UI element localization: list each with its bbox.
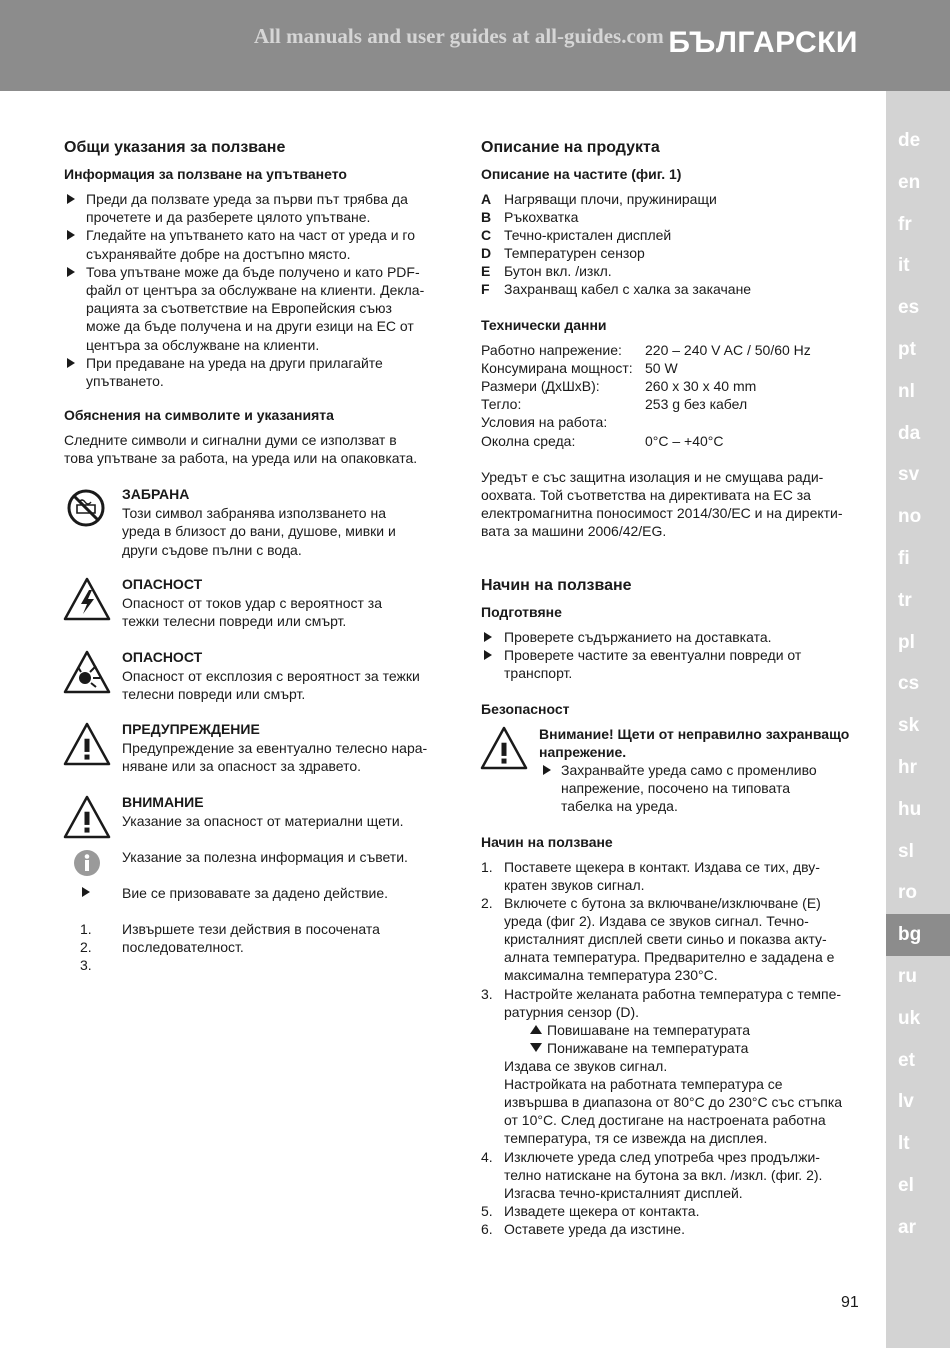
step3-extra-line: Настройката на работната температура се <box>504 1076 783 1093</box>
bullet-arrow-icon <box>67 230 76 240</box>
prep-heading: Подготвяне <box>481 604 562 620</box>
language-tab-en[interactable]: en <box>898 171 921 193</box>
language-tab-pt[interactable]: pt <box>898 339 916 360</box>
step-text-line: ратурния сензор (D). <box>504 1004 640 1021</box>
prep-bullet-line: Проверете частите за евентуални повреди от <box>504 647 802 663</box>
language-tab-sl[interactable]: sl <box>898 840 914 862</box>
warning-text-line: тежки телесни повреди или смърт. <box>122 613 347 629</box>
info-bullet-line: При предаване на уреда на други прилагайте <box>86 354 383 371</box>
language-tab-de[interactable]: de <box>898 130 921 151</box>
step-number: 3. <box>481 986 493 1002</box>
info-bullet-line: рацията за съответствие на Европейския съюз <box>86 300 392 317</box>
language-tab-uk[interactable]: uk <box>898 1007 921 1029</box>
part-letter: D <box>481 245 492 261</box>
language-tab-hr[interactable]: hr <box>898 757 917 778</box>
language-tab-bg[interactable]: bg <box>886 914 950 956</box>
spec-label: Тегло: <box>481 396 522 413</box>
language-tab-tr[interactable]: tr <box>898 589 912 611</box>
spec-label: Околна среда: <box>481 432 576 449</box>
step-text-line: уреда (фиг 2). Издава се звуков сигнал. Течно- <box>504 913 809 930</box>
language-tab-lv[interactable]: lv <box>898 1091 914 1113</box>
protection-text-line: електромагнитна поносимост 2014/30/EC и на директи- <box>481 505 843 521</box>
spec-label: Размери (ДхШхВ): <box>481 378 600 395</box>
parts-heading: Описание на частите (фиг. 1) <box>481 166 682 182</box>
step-text-line: Оставете уреда да изстине. <box>504 1221 685 1237</box>
section-title-usage: Начин на ползване <box>481 577 632 594</box>
section-title-general: Общи указания за ползване <box>64 139 286 156</box>
bullet-arrow-icon <box>67 267 76 277</box>
part-letter: E <box>481 263 491 279</box>
spec-value: 260 x 30 x 40 mm <box>645 378 757 395</box>
language-tab-nl[interactable]: nl <box>898 380 915 402</box>
warning-text-line: уреда в близост до вани, душове, мивки и <box>122 523 396 539</box>
sequence-note-line: Извършете тези действия в посочената <box>122 921 380 937</box>
step-number: 4. <box>481 1149 493 1165</box>
part-letter: F <box>481 281 490 297</box>
step3-up-text: Повишаване на температурата <box>547 1022 751 1038</box>
bullet-arrow-icon <box>67 358 76 368</box>
step-text-line: кристалният дисплей свети синьо и показва акту- <box>504 931 827 948</box>
spec-label: Условия на работа: <box>481 414 608 431</box>
warning-text-line: други съдове пълни с вода. <box>122 541 302 558</box>
specs-heading: Технически данни <box>481 317 607 333</box>
section-title-product: Описание на продукта <box>481 139 660 156</box>
info-bullet-line: файл от центъра за обслужване на клиенти. Декла- <box>86 282 425 298</box>
step3-extra-line: температура, тя се извежда на дисплея. <box>504 1130 768 1147</box>
info-icon <box>73 849 101 877</box>
language-tab-fr[interactable]: fr <box>898 213 912 235</box>
prep-bullet-line: транспорт. <box>504 665 573 681</box>
spec-value: 220 – 240 V AC / 50/60 Hz <box>645 342 811 358</box>
step-text-line: максимална температура 230°C. <box>504 967 718 984</box>
page-number: 91 <box>841 1294 859 1311</box>
info-bullet-line: прочетете и да разберете цялото упътване. <box>86 209 371 226</box>
step3-down-text: Понижаване на температурата <box>547 1040 749 1056</box>
step-text-line: Изключете уреда след употреба чрез продължи- <box>504 1149 820 1165</box>
warning-text-line: телесни повреди или смърт. <box>122 686 306 702</box>
spec-value: 253 g без кабел <box>645 396 748 413</box>
safety-warning-title: Внимание! Щети от неправилно захранващо <box>539 726 850 742</box>
prohibition-icon <box>66 488 106 528</box>
language-tab-no[interactable]: no <box>898 506 922 528</box>
language-tab-da[interactable]: da <box>898 422 921 444</box>
safety-warning-title: напрежение. <box>539 744 627 760</box>
safety-bullet-line: Захранвайте уреда само с променливо <box>561 762 817 778</box>
spec-value: 50 W <box>645 360 678 377</box>
info-bullet-line: упътването. <box>86 373 164 389</box>
info-bullet-line: Гледайте на упътването като на част от уреда и го <box>86 227 416 244</box>
info-bullet-line: Преди да ползвате уреда за първи път трябва да <box>86 191 408 207</box>
language-title: БЪЛГАРСКИ <box>668 26 858 59</box>
warning-title: ЗАБРАНА <box>122 486 190 502</box>
language-tab-hu[interactable]: hu <box>898 798 922 820</box>
info-bullet-line: центъра за обслужване на клиенти. <box>86 336 320 353</box>
warning-title: ПРЕДУПРЕЖДЕНИЕ <box>122 721 260 737</box>
part-text: Ръкохватка <box>504 209 579 225</box>
part-text: Нагряващи плочи, пружиниращи <box>504 191 717 207</box>
info-note: Указание за полезна информация и съвети. <box>122 849 408 865</box>
sequence-number: 2. <box>80 939 92 955</box>
warning-text-line: Опасност от експлозия с вероятност за тежки <box>122 667 420 684</box>
safety-bullet-line: напрежение, посочено на типовата <box>561 780 791 796</box>
step3-extra-line: от 10°C. След достигане на настроената работна <box>504 1112 826 1129</box>
protection-text-line: вата за машини 2006/42/EG. <box>481 523 667 539</box>
language-tab-ro[interactable]: ro <box>898 882 917 904</box>
language-tab-el[interactable]: el <box>898 1175 914 1196</box>
info-bullet-line: Това упътване може да бъде получено и като PDF- <box>86 263 420 280</box>
language-tab-sv[interactable]: sv <box>898 464 920 486</box>
step-number: 6. <box>481 1221 493 1237</box>
step3-extra-line: Издава се звуков сигнал. <box>504 1058 668 1074</box>
sequence-note-line: последователност. <box>122 939 244 955</box>
language-tab-sk[interactable]: sk <box>898 715 920 737</box>
language-tab-et[interactable]: et <box>898 1049 915 1071</box>
protection-text-line: Уредът е със защитна изолация и не смущава ради- <box>481 469 824 485</box>
language-tab-fi[interactable]: fi <box>898 548 910 569</box>
part-text: Бутон вкл. /изкл. <box>504 263 612 279</box>
caution-icon <box>63 795 111 839</box>
sequence-number: 1. <box>80 921 92 937</box>
symbols-intro-line: това упътване за работа, на уреда или на опаковката. <box>64 450 418 466</box>
info-bullet-line: съхранявайте добре на достъпно място. <box>86 245 351 262</box>
prep-bullet-line: Проверете съдържанието на доставката. <box>504 629 772 645</box>
triangle-down-icon <box>530 1043 542 1052</box>
part-letter: B <box>481 209 492 225</box>
warning-text-line: Предупреждение за евентуално телесно нара- <box>122 739 428 756</box>
language-tab-es[interactable]: es <box>898 297 920 319</box>
part-letter: A <box>481 191 492 207</box>
action-note: Вие се призовавате за дадено действие. <box>122 885 389 901</box>
step-text-line: Извадете щекера от контакта. <box>504 1203 700 1219</box>
step-text-line: Изгасва течно-кристалният дисплей. <box>504 1185 743 1202</box>
warning-title: ВНИМАНИЕ <box>122 794 204 810</box>
safety-bullet-line: табелка на уреда. <box>561 798 678 814</box>
step-number: 5. <box>481 1203 493 1219</box>
part-text: Температурен сензор <box>504 245 645 261</box>
step-text-line: телно натискане на бутона за вкл. /изкл. (фиг. 2). <box>504 1167 823 1184</box>
language-sidebar <box>886 91 950 1348</box>
bullet-arrow-icon <box>484 632 493 642</box>
safety-heading: Безопасност <box>481 701 570 717</box>
symbols-heading: Обяснения на символите и указанията <box>64 407 334 423</box>
step-text-line: Включете с бутона за включване/изключване (E) <box>504 895 821 911</box>
language-tab-ru[interactable]: ru <box>898 966 917 987</box>
safety-warning-icon <box>480 726 528 770</box>
explosion-icon <box>63 650 111 694</box>
step-text-line: Поставете щекера в контакт. Издава се тих, дву- <box>504 859 820 875</box>
bullet-arrow-icon <box>67 194 76 204</box>
warning-text-line: Указание за опасност от материални щети. <box>122 812 404 829</box>
sequence-number: 3. <box>80 957 92 973</box>
spec-label: Консумирана мощност: <box>481 360 633 377</box>
electric-shock-icon <box>63 577 111 621</box>
info-bullet-line: може да бъде получена и на други езици на ЕС от <box>86 318 414 335</box>
language-tab-lt[interactable]: lt <box>898 1133 910 1155</box>
language-tab-pl[interactable]: pl <box>898 631 915 653</box>
usage-heading: Начин на ползване <box>481 834 613 850</box>
warning-text-line: няване или за опасност за здравето. <box>122 758 362 774</box>
watermark-text: All manuals and user guides at all-guides.com <box>254 24 664 48</box>
action-arrow-icon <box>82 887 91 897</box>
warning-title: ОПАСНОСТ <box>122 576 203 592</box>
triangle-up-icon <box>530 1025 542 1034</box>
step-number: 2. <box>481 895 493 911</box>
spec-value: 0°C – +40°C <box>645 432 724 449</box>
bullet-arrow-icon <box>484 650 493 660</box>
part-letter: C <box>481 227 492 243</box>
language-tab-cs[interactable]: cs <box>898 673 920 695</box>
part-text: Течно-кристален дисплей <box>504 227 672 243</box>
warning-text-line: Опасност от токов удар с вероятност за <box>122 594 383 611</box>
warning-icon <box>63 722 111 766</box>
warning-text-line: Този символ забранява използването на <box>122 504 386 521</box>
step3-extra-line: извършва в диапазона от 80°C до 230°C със стъпка <box>504 1094 843 1111</box>
step-text-line: алната температура. Предварително е зададена е <box>504 949 835 966</box>
warning-title: ОПАСНОСТ <box>122 649 203 665</box>
step-number: 1. <box>481 859 493 875</box>
protection-text-line: оохвата. Той съответства на директивата на ЕС за <box>481 487 811 503</box>
step-text-line: Настройте желаната работна температура с темпе- <box>504 986 842 1002</box>
language-tab-it[interactable]: it <box>898 255 910 277</box>
bullet-arrow-icon <box>543 765 552 775</box>
language-tab-ar[interactable]: ar <box>898 1216 916 1238</box>
header-bar <box>0 0 950 91</box>
info-heading: Информация за ползване на упътването <box>64 166 347 182</box>
symbols-intro-line: Следните символи и сигнални думи се използват в <box>64 432 397 448</box>
step-text-line: кратен звуков сигнал. <box>504 877 645 894</box>
spec-label: Работно напрежение: <box>481 342 622 358</box>
part-text: Захранващ кабел с халка за закачане <box>504 281 752 297</box>
